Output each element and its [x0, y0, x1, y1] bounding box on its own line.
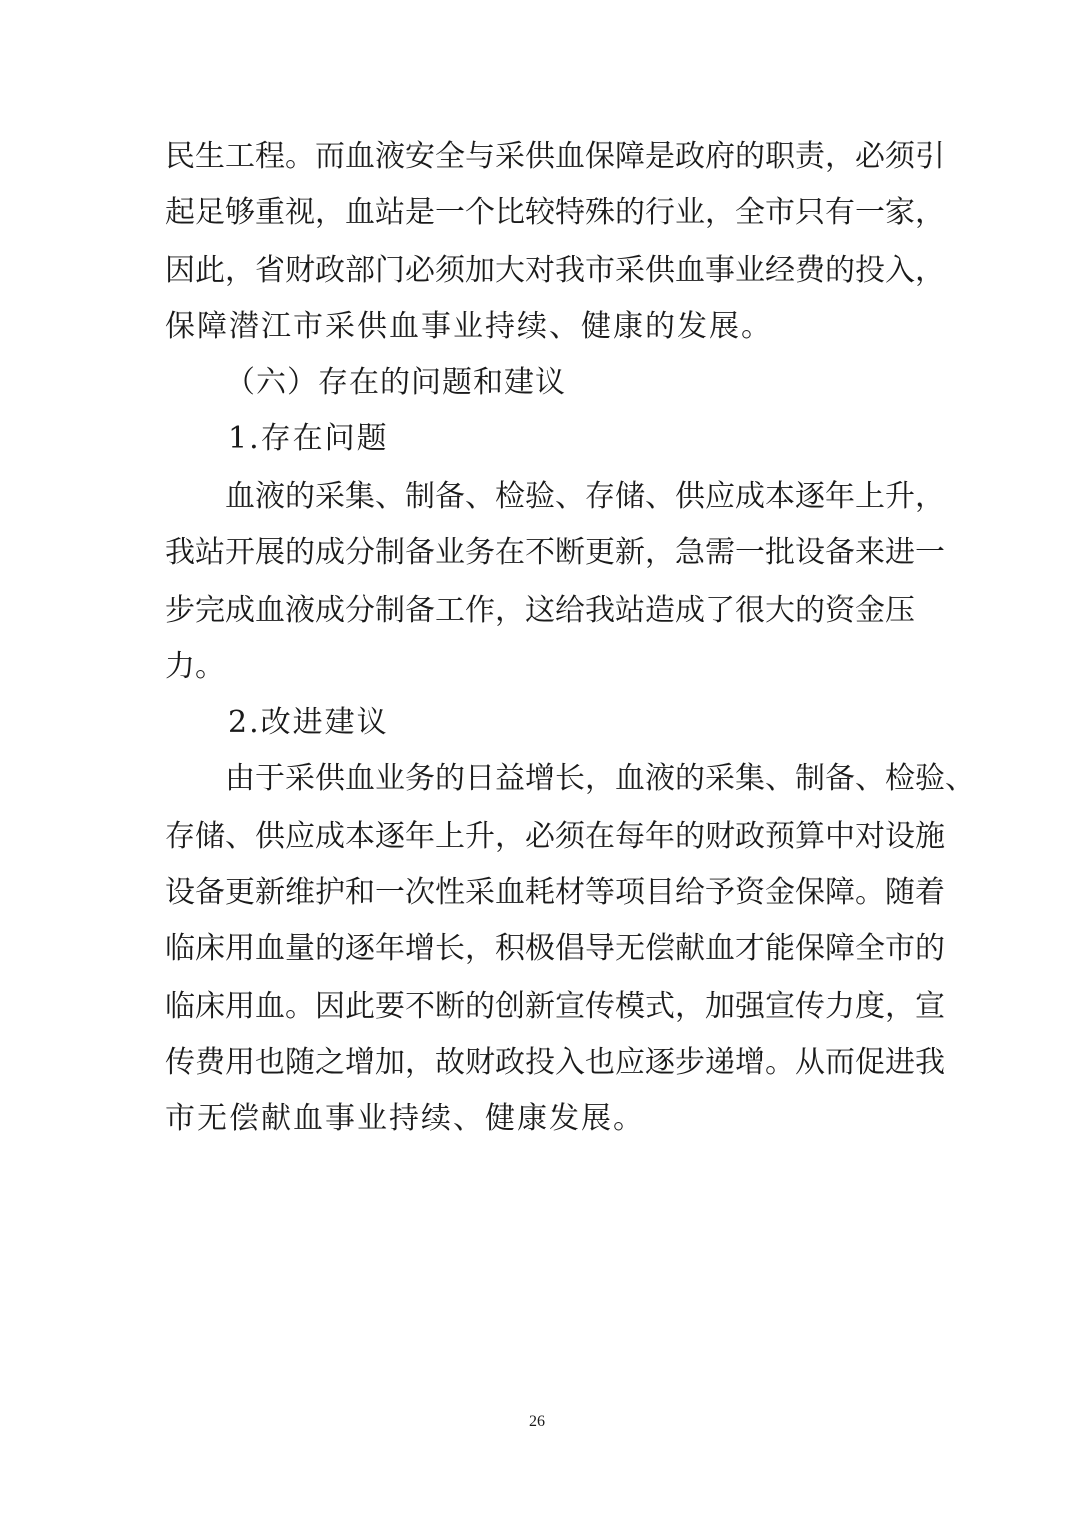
paragraph-line: 存储、供应成本逐年上升，必须在每年的财政预算中对设施 [165, 819, 945, 854]
paragraph-line: 保障潜江市采供血事业持续、健康的发展。 [165, 309, 773, 344]
paragraph-line: 由于采供血业务的日益增长，血液的采集、制备、检验、 [225, 761, 975, 796]
paragraph-line: 临床用血。因此要不断的创新宣传模式，加强宣传力度，宣 [165, 989, 945, 1024]
subsection-heading: 1.存在问题 [228, 421, 389, 456]
paragraph-line: 我站开展的成分制备业务在不断更新，急需一批设备来进一 [165, 535, 945, 570]
paragraph-line: 民生工程。而血液安全与采供血保障是政府的职责，必须引 [165, 139, 945, 174]
paragraph-line: 力。 [165, 649, 225, 684]
paragraph-line: 市无偿献血事业持续、健康发展。 [165, 1101, 645, 1136]
paragraph-line: 因此，省财政部门必须加大对我市采供血事业经费的投入， [165, 253, 945, 288]
subsection-heading: 2.改进建议 [228, 705, 389, 740]
section-heading: （六）存在的问题和建议 [225, 365, 566, 400]
paragraph-line: 起足够重视，血站是一个比较特殊的行业，全市只有一家， [165, 195, 945, 230]
paragraph-line: 临床用血量的逐年增长，积极倡导无偿献血才能保障全市的 [165, 931, 945, 966]
paragraph-line: 步完成血液成分制备工作，这给我站造成了很大的资金压 [165, 593, 915, 628]
paragraph-line: 设备更新维护和一次性采血耗材等项目给予资金保障。随着 [165, 875, 945, 910]
paragraph-line: 传费用也随之增加，故财政投入也应逐步递增。从而促进我 [165, 1045, 945, 1080]
page-number: 26 [529, 1413, 545, 1430]
paragraph-line: 血液的采集、制备、检验、存储、供应成本逐年上升， [225, 479, 945, 514]
